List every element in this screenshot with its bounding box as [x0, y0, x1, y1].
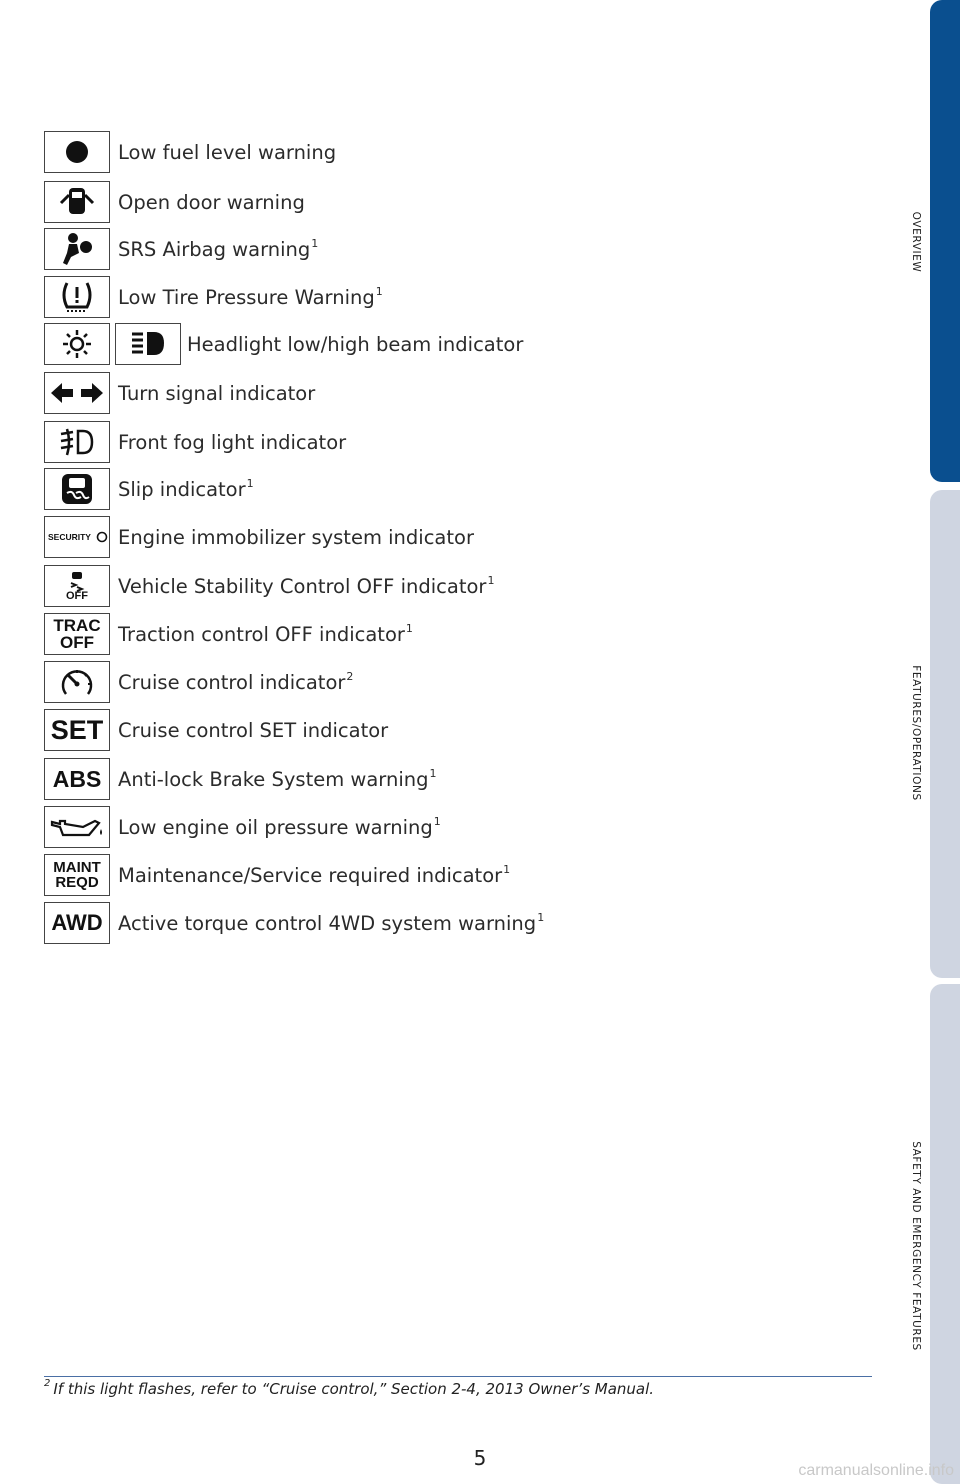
- indicator-label: Vehicle Stability Control OFF indicator$^1$: [118, 574, 495, 598]
- footnote-marker: 2: [44, 1378, 51, 1389]
- indicator-label: SRS Airbag warning$^1$: [118, 237, 319, 261]
- indicator-row-fuel: [44, 130, 337, 174]
- indicator-row-security: [44, 515, 475, 559]
- slip-icon: [44, 468, 110, 510]
- indicator-label: Low fuel level warning: [118, 141, 337, 164]
- indicator-label: Cruise control SET indicator: [118, 719, 389, 742]
- indicator-label: Active torque control 4WD system warning$^1$: [118, 911, 545, 935]
- indicator-label: Open door warning: [118, 191, 305, 214]
- tire-pressure-icon: [44, 276, 110, 318]
- indicator-row-open-door: [44, 180, 306, 224]
- indicator-label: Low Tire Pressure Warning$^1$: [118, 285, 383, 309]
- fuel-icon: [44, 131, 110, 173]
- indicator-row-headlight: [44, 322, 524, 366]
- tab-features[interactable]: FEATURES/OPERATIONS: [910, 665, 922, 801]
- fog-light-icon: [44, 421, 110, 463]
- indicator-row-awd: [44, 901, 544, 945]
- headlight-high-icon: [115, 323, 181, 365]
- indicator-row-cruise: [44, 660, 353, 704]
- awd-icon: AWD: [44, 902, 110, 944]
- watermark: carmanualsonline.info: [798, 1462, 954, 1479]
- tab-overview-bg[interactable]: [930, 0, 960, 482]
- indicator-row-turn-signal: [44, 371, 316, 415]
- abs-icon: ABS: [44, 758, 110, 800]
- indicator-label: Front fog light indicator: [118, 431, 347, 454]
- headlight-low-icon: [44, 323, 110, 365]
- footnote-text: If this light flashes, refer to “Cruise control,” Section 2-4, 2013 Owner’s Manual.: [53, 1380, 655, 1398]
- indicator-label: Traction control OFF indicator$^1$: [118, 622, 413, 646]
- vsc-off-icon: OFF: [44, 565, 110, 607]
- indicator-label: Slip indicator$^1$: [118, 477, 254, 501]
- indicator-label: Anti-lock Brake System warning$^1$: [118, 767, 437, 791]
- indicator-label: Cruise control indicator$^2$: [118, 670, 354, 694]
- indicator-label: Maintenance/Service required indicator$^1$: [118, 863, 511, 887]
- indicator-row-airbag: [44, 227, 318, 271]
- indicator-row-trac-off: [44, 612, 413, 656]
- indicator-row-slip: [44, 467, 254, 511]
- tab-overview[interactable]: OVERVIEW: [910, 211, 922, 273]
- page-number: 5: [473, 1446, 487, 1470]
- oil-pressure-icon: [44, 806, 110, 848]
- indicator-row-abs: [44, 757, 437, 801]
- security-icon: SECURITY: [44, 516, 110, 558]
- trac-off-icon: TRAC OFF: [44, 613, 110, 655]
- tab-safety-bg[interactable]: [930, 984, 960, 1484]
- tab-safety[interactable]: SAFETY AND EMERGENCY FEATURES: [910, 1141, 922, 1351]
- indicator-label: Engine immobilizer system indicator: [118, 526, 474, 549]
- open-door-icon: [44, 181, 110, 223]
- indicator-row-oil-pressure: [44, 805, 441, 849]
- indicator-row-tire-pressure: [44, 275, 383, 319]
- indicator-row-maint-reqd: [44, 853, 510, 897]
- maint-reqd-icon: MAINT REQD: [44, 854, 110, 896]
- turn-signal-icon: [44, 372, 110, 414]
- airbag-icon: [44, 228, 110, 270]
- footnote: [44, 1378, 654, 1398]
- indicator-label: Headlight low/high beam indicator: [187, 333, 524, 356]
- indicator-label: Turn signal indicator: [118, 382, 316, 405]
- indicator-row-fog-light: [44, 420, 347, 464]
- cruise-icon: [44, 661, 110, 703]
- indicator-label: Low engine oil pressure warning$^1$: [118, 815, 441, 839]
- indicator-row-set: [44, 708, 389, 752]
- set-icon: SET: [44, 709, 110, 751]
- footnote-rule: [44, 1376, 872, 1377]
- tab-features-bg[interactable]: [930, 490, 960, 978]
- indicator-row-vsc-off: [44, 564, 494, 608]
